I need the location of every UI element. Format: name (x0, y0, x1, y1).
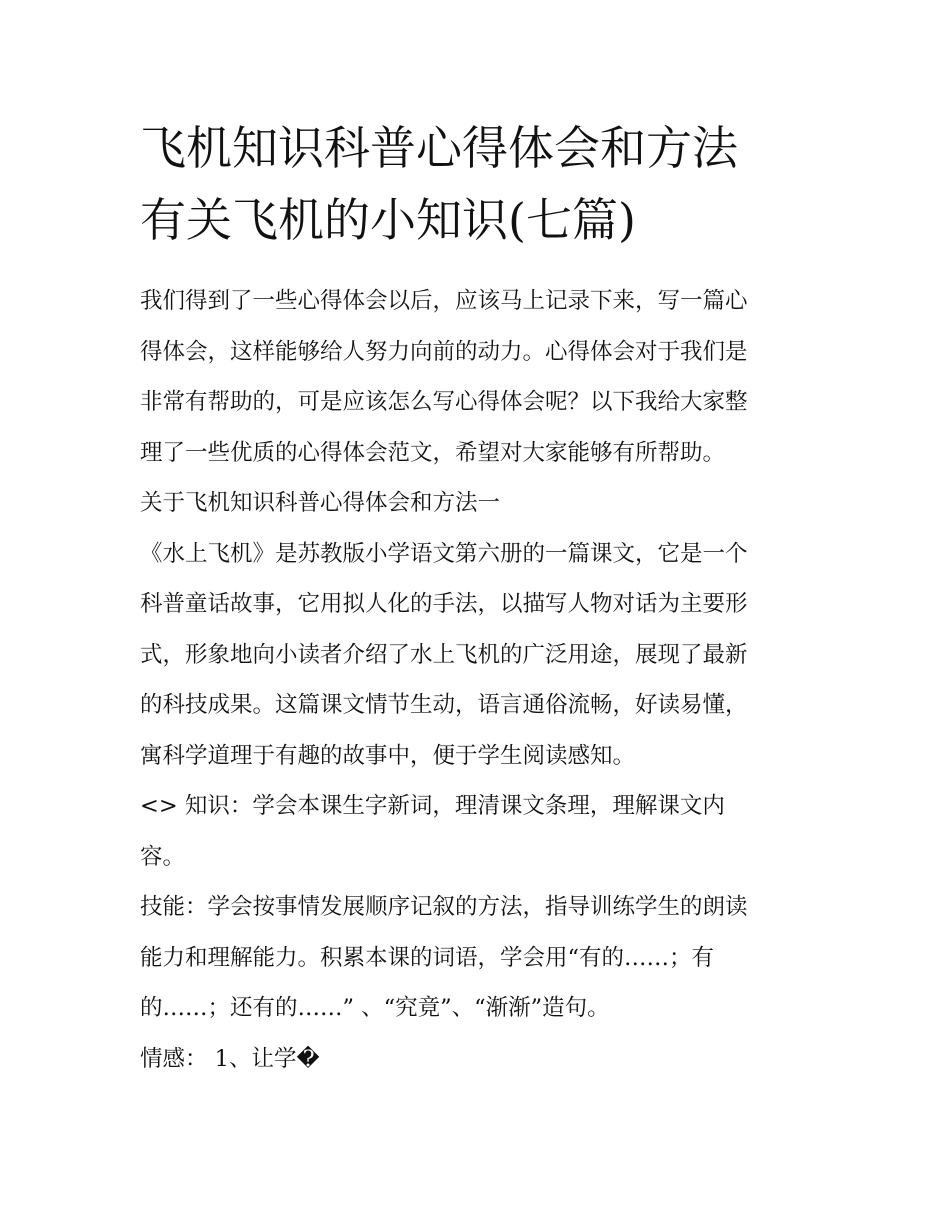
body-line: 科普童话故事，它用拟人化的手法，以描写人物对话为主要形 (140, 591, 748, 617)
document-title (140, 112, 830, 256)
title-line-1: 飞机知识科普心得体会和方法 (140, 121, 738, 175)
body-line: 理了一些优质的心得体会范文，希望对大家能够有所帮助。 (140, 439, 726, 466)
body-line: 情感： 1、让学� (140, 1045, 320, 1072)
section-heading: 关于飞机知识科普心得体会和方法一 (140, 490, 501, 516)
body-line: 的……；还有的……” 、“究竟”、“渐渐”造句。 (140, 995, 610, 1021)
body-line: 寓科学道理于有趣的故事中，便于学生阅读感知。 (140, 742, 636, 769)
body-line: 能力和理解能力。积累本课的词语，学会用“有的……；有 (140, 944, 715, 971)
body-line: 技能：学会按事情发展顺序记叙的方法，指导训练学生的朗读 (140, 894, 748, 920)
body-line: 式，形象地向小读者介绍了水上飞机的广泛用途，展现了最新 (140, 641, 748, 668)
body-line: 的科技成果。这篇课文情节生动，语言通俗流畅，好读易懂， (140, 692, 748, 718)
body-line: 《水上飞机》是苏教版小学语文第六册的一篇课文，它是一个 (140, 540, 748, 567)
body-line: 我们得到了一些心得体会以后，应该马上记录下来，写一篇心 (140, 288, 748, 314)
body-line: 容。 (140, 843, 186, 870)
document-body (140, 276, 820, 1084)
body-line: 得体会，这样能够给人努力向前的动力。心得体会对于我们是 (140, 338, 748, 365)
body-line: <> 知识：学会本课生字新词，理清课文条理，理解课文内 (140, 793, 725, 819)
body-line: 非常有帮助的，可是应该怎么写心得体会呢？以下我给大家整 (140, 389, 748, 415)
title-line-2: 有关飞机的小知识(七篇) (140, 193, 636, 247)
